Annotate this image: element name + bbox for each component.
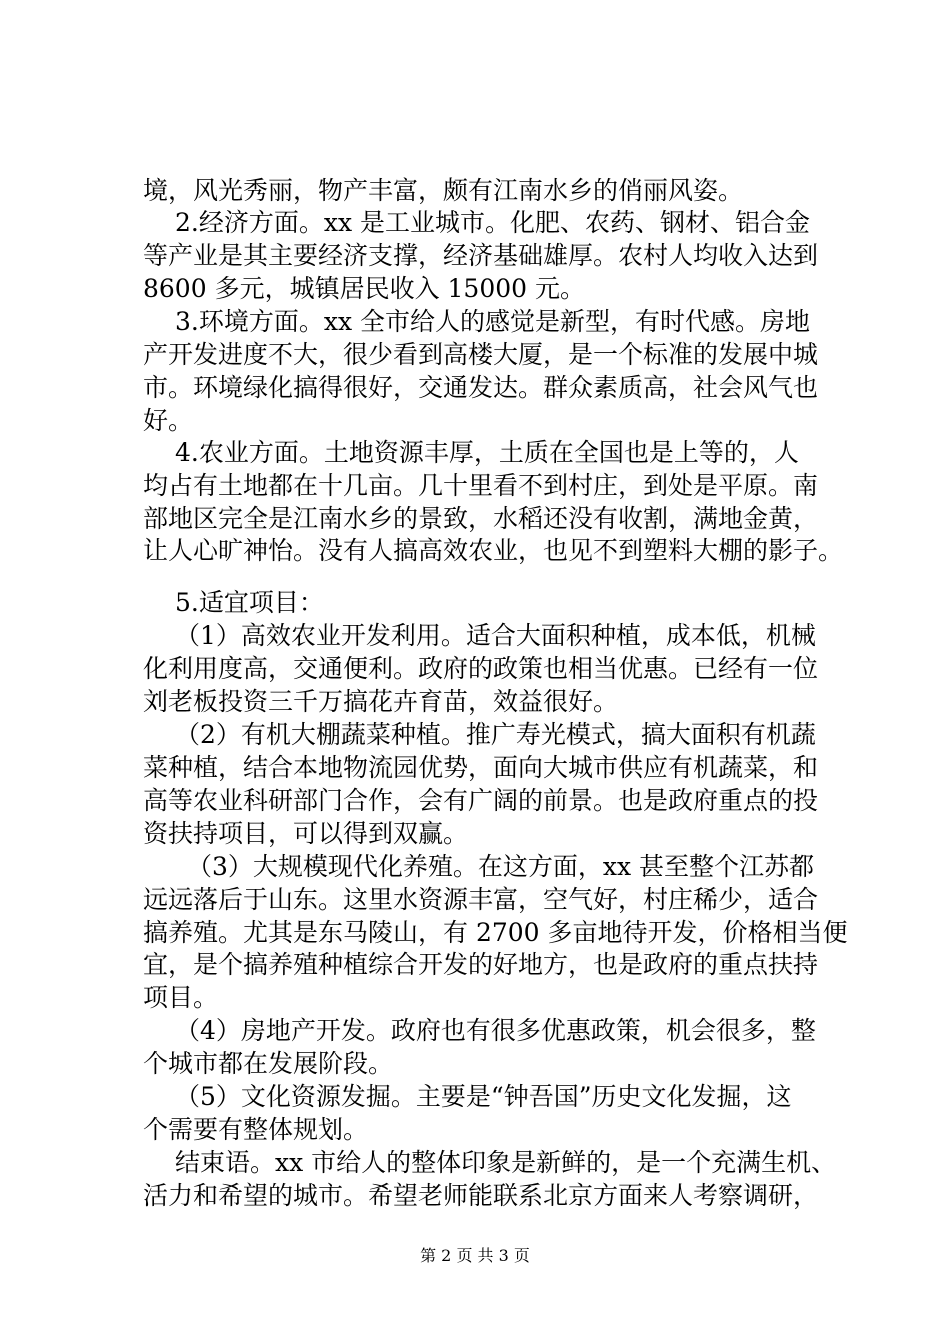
text-line: （5）文化资源发掘。主要是“钟吾国”历史文化发掘，这 [175,1082,792,1111]
text-line: 等产业是其主要经济支撑，经济基础雄厚。农村人均收入达到 [143,241,819,270]
text-line: 高等农业科研部门合作，会有广阔的前景。也是政府重点的投 [143,786,819,815]
text-line: 项目。 [143,983,219,1012]
text-line: 活力和希望的城市。希望老师能联系北京方面来人考察调研， [143,1181,819,1210]
text-line: 刘老板投资三千万搞花卉育苗，效益很好。 [143,687,619,716]
text-line: 5.适宜项目： [175,588,324,617]
text-line: 菜种植，结合本地物流园优势，面向大城市供应有机蔬菜，和 [143,753,819,782]
text-line: 部地区完全是江南水乡的景致，水稻还没有收割，满地金黄， [143,504,819,533]
text-line: 个需要有整体规划。 [143,1115,369,1144]
text-line: 境，风光秀丽，物产丰富，颇有江南水乡的俏丽风姿。 [143,176,744,205]
text-line: 结束语。xx 市给人的整体印象是新鲜的，是一个充满生机、 [175,1148,837,1177]
text-line: 资扶持项目，可以得到双赢。 [143,819,469,848]
text-line: 宜，是个搞养殖种植综合开发的好地方，也是政府的重点扶持 [143,950,819,979]
text-line: 市。环境绿化搞得很好，交通发达。群众素质高，社会风气也 [143,373,819,402]
text-line: 化利用度高，交通便利。政府的政策也相当优惠。已经有一位 [143,654,819,683]
text-line: 均占有土地都在十几亩。几十里看不到村庄，到处是平原。南 [143,471,819,500]
text-line: 好。 [143,406,194,435]
text-line: 4.农业方面。土地资源丰厚，土质在全国也是上等的，人 [175,438,799,467]
text-line: 2.经济方面。xx 是工业城市。化肥、农药、钢材、铝合金 [175,208,810,237]
text-line: 8600 多元，城镇居民收入 15000 元。 [143,274,585,303]
text-line: 搞养殖。尤其是东马陵山，有 2700 多亩地待开发，价格相当便 [143,918,848,947]
text-line: 产开发进度不大，很少看到高楼大厦，是一个标准的发展中城 [143,340,819,369]
text-line: 3.环境方面。xx 全市给人的感觉是新型，有时代感。房地 [175,307,810,336]
page-number-footer: 第 2 页 共 3 页 [420,1246,530,1265]
text-line: （2）有机大棚蔬菜种植。推广寿光模式，搞大面积有机蔬 [175,720,816,749]
text-line: （4）房地产开发。政府也有很多优惠政策，机会很多，整 [175,1016,816,1045]
text-line: （1）高效农业开发利用。适合大面积种植，成本低，机械 [175,621,816,650]
text-line: 让人心旷神怡。没有人搞高效农业，也见不到塑料大棚的影子。 [143,536,844,565]
text-line: 个城市都在发展阶段。 [143,1049,394,1078]
text-line: 远远落后于山东。这里水资源丰富，空气好，村庄稀少，适合 [143,885,819,914]
text-line: （3）大规模现代化养殖。在这方面，xx 甚至整个江苏都 [187,852,815,881]
